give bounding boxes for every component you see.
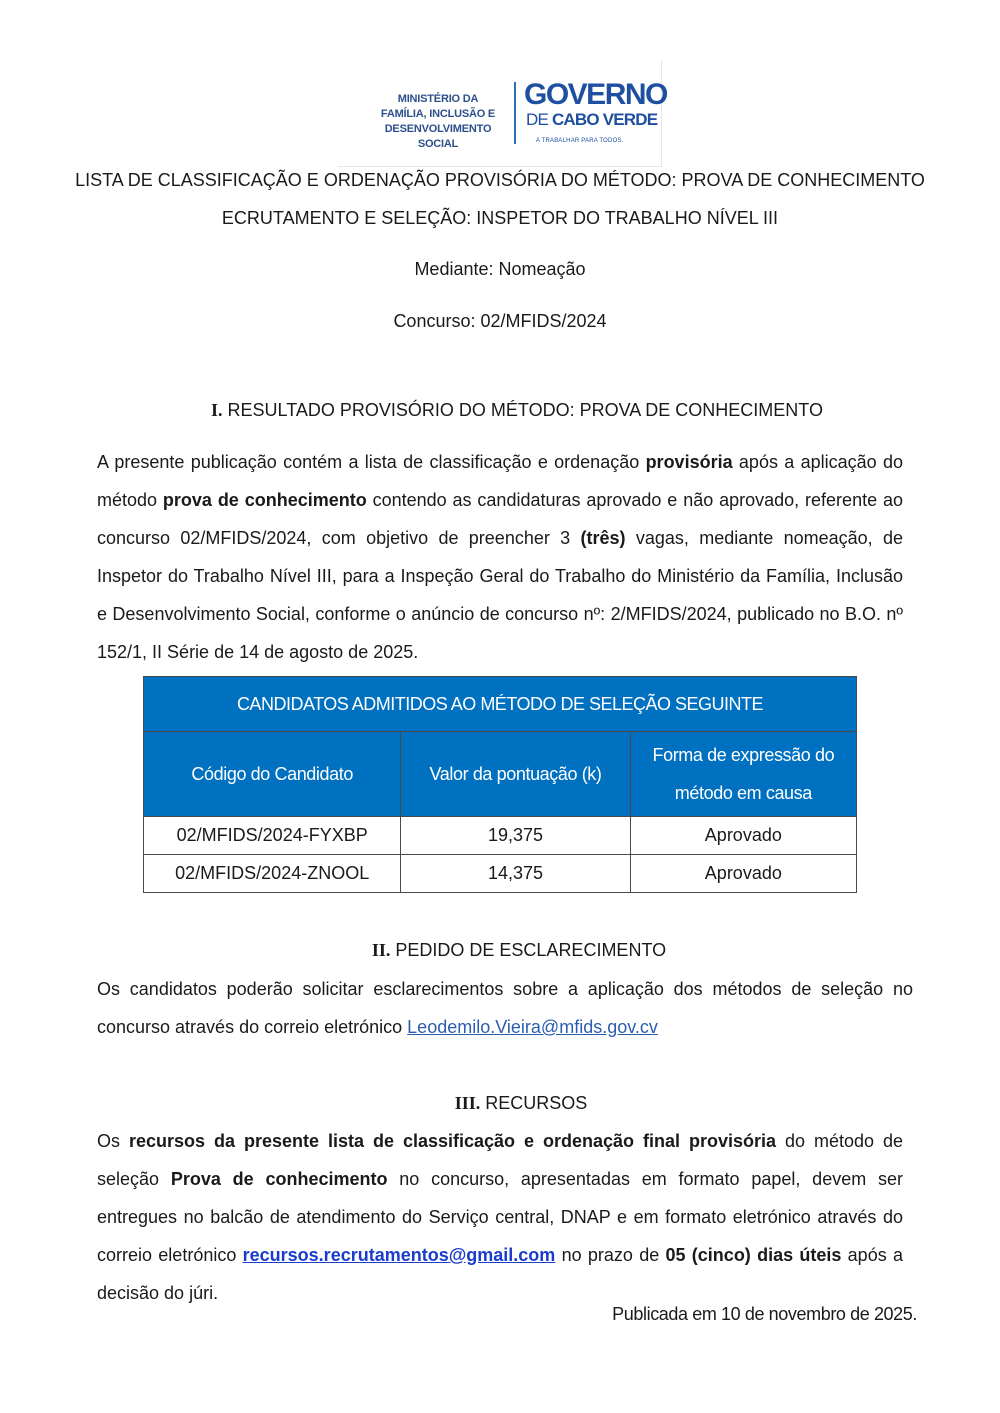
- text-run-bold: (três): [580, 528, 626, 548]
- candidate-code: 02/MFIDS/2024-ZNOOL: [144, 855, 401, 893]
- candidate-score: 19,375: [401, 817, 630, 855]
- column-header-result-line-1: Forma de expressão do: [652, 745, 835, 765]
- candidates-table: [143, 676, 857, 893]
- government-tagline: A TRABALHAR PARA TODOS.: [536, 138, 624, 144]
- section-1-heading: [0, 400, 1000, 421]
- column-header-result: [630, 732, 856, 817]
- government-logo-de: DE: [526, 110, 552, 129]
- text-run: no prazo de: [555, 1245, 666, 1265]
- table-row: [144, 855, 857, 893]
- section-1-paragraph: [97, 443, 903, 671]
- text-run-bold: 05 (cinco) dias úteis: [665, 1245, 842, 1265]
- section-1-title: RESULTADO PROVISÓRIO DO MÉTODO: PROVA DE CONHECIMENTO: [222, 400, 823, 420]
- text-run: Os: [97, 1131, 129, 1151]
- logo-divider: [514, 82, 516, 144]
- appeals-email-link[interactable]: recursos.recrutamentos@gmail.com: [242, 1245, 556, 1265]
- candidate-code: 02/MFIDS/2024-FYXBP: [144, 817, 401, 855]
- government-logo-title: GOVERNO: [524, 78, 667, 111]
- text-run: após a aplicação do método: [97, 452, 904, 510]
- text-run: do método de seleção: [97, 1131, 903, 1189]
- document-title: LISTA DE CLASSIFICAÇÃO E ORDENAÇÃO PROVISÓRIA DO MÉTODO: PROVA DE CONHECIMENTO: [75, 170, 925, 190]
- section-1-number: I.: [211, 400, 223, 420]
- section-2-paragraph: [97, 970, 913, 1046]
- header-logo: [338, 60, 667, 167]
- text-run-bold: Prova de conhecimento: [170, 1169, 388, 1189]
- clarification-email-link[interactable]: Leodemilo.Vieira@mfids.gov.cv: [407, 1017, 658, 1037]
- table-row: [144, 817, 857, 855]
- column-header-score: Valor da pontuação (k): [401, 732, 630, 817]
- ministry-name: [368, 92, 508, 152]
- section-3-title: RECURSOS: [480, 1093, 588, 1113]
- column-header-result-line-2: método em causa: [674, 783, 812, 803]
- text-run-bold: prova de conhecimento: [162, 490, 367, 510]
- contest-number: Concurso: 02/MFIDS/2024: [393, 311, 607, 331]
- section-2-heading: [0, 940, 1000, 961]
- text-run: Os candidatos poderão solicitar esclarecimentos sobre a aplicação dos métodos de seleção no concurso através do correio eletrónico: [97, 979, 913, 1037]
- appointment-mode: Mediante: Nomeação: [414, 259, 586, 279]
- text-run: A presente publicação contém a lista de classificação e ordenação: [97, 452, 646, 472]
- candidate-result: Aprovado: [630, 817, 856, 855]
- ministry-line-3: DESENVOLVIMENTO SOCIAL: [384, 123, 492, 150]
- government-logo-country: [526, 110, 657, 130]
- document-subtitle: ECRUTAMENTO E SELEÇÃO: INSPETOR DO TRABALHO NÍVEL III: [221, 208, 779, 228]
- publication-date: Publicada em 10 de novembro de 2025.: [612, 1304, 917, 1324]
- section-3-heading: [0, 1093, 1000, 1114]
- section-2-title: PEDIDO DE ESCLARECIMENTO: [390, 940, 667, 960]
- text-run: no concurso, apresentadas em formato papel, devem ser entregues no balcão de atendimento do Serviço central, DNAP e em formato eletrónico através do correio eletrónico: [97, 1169, 904, 1265]
- text-run: contendo as candidaturas aprovado e não aprovado, referente ao concurso 02/MFIDS/2024, com objetivo de preencher 3: [97, 490, 903, 548]
- ministry-line-2: FAMÍLIA, INCLUSÃO E: [380, 108, 496, 120]
- government-logo-country-name: CABO VERDE: [551, 110, 658, 129]
- column-header-code: Código do Candidato: [144, 732, 401, 817]
- section-3-number: III.: [454, 1093, 481, 1113]
- section-2-number: II.: [371, 940, 391, 960]
- text-run-bold: recursos da presente lista de classificação e ordenação final provisória: [128, 1131, 776, 1151]
- table-banner: CANDIDATOS ADMITIDOS AO MÉTODO DE SELEÇÃO SEGUINTE: [144, 677, 857, 732]
- text-run-bold: provisória: [645, 452, 733, 472]
- candidate-result: Aprovado: [630, 855, 856, 893]
- section-3-paragraph: [97, 1122, 903, 1312]
- ministry-line-1: MINISTÉRIO DA: [397, 93, 479, 105]
- text-run: vagas, mediante nomeação, de Inspetor do Trabalho Nível III, para a Inspeção Geral do Trabalho do Ministério da Família, Inclusão e Desenvolvimento Social, conforme o anúncio de concurso nº: 2/MFIDS/2024, publicado no B.O. nº 152/1, II Série de 14 de agosto de 2025.: [97, 528, 903, 662]
- text-run: após a decisão do júri.: [97, 1245, 903, 1303]
- candidate-score: 14,375: [401, 855, 630, 893]
